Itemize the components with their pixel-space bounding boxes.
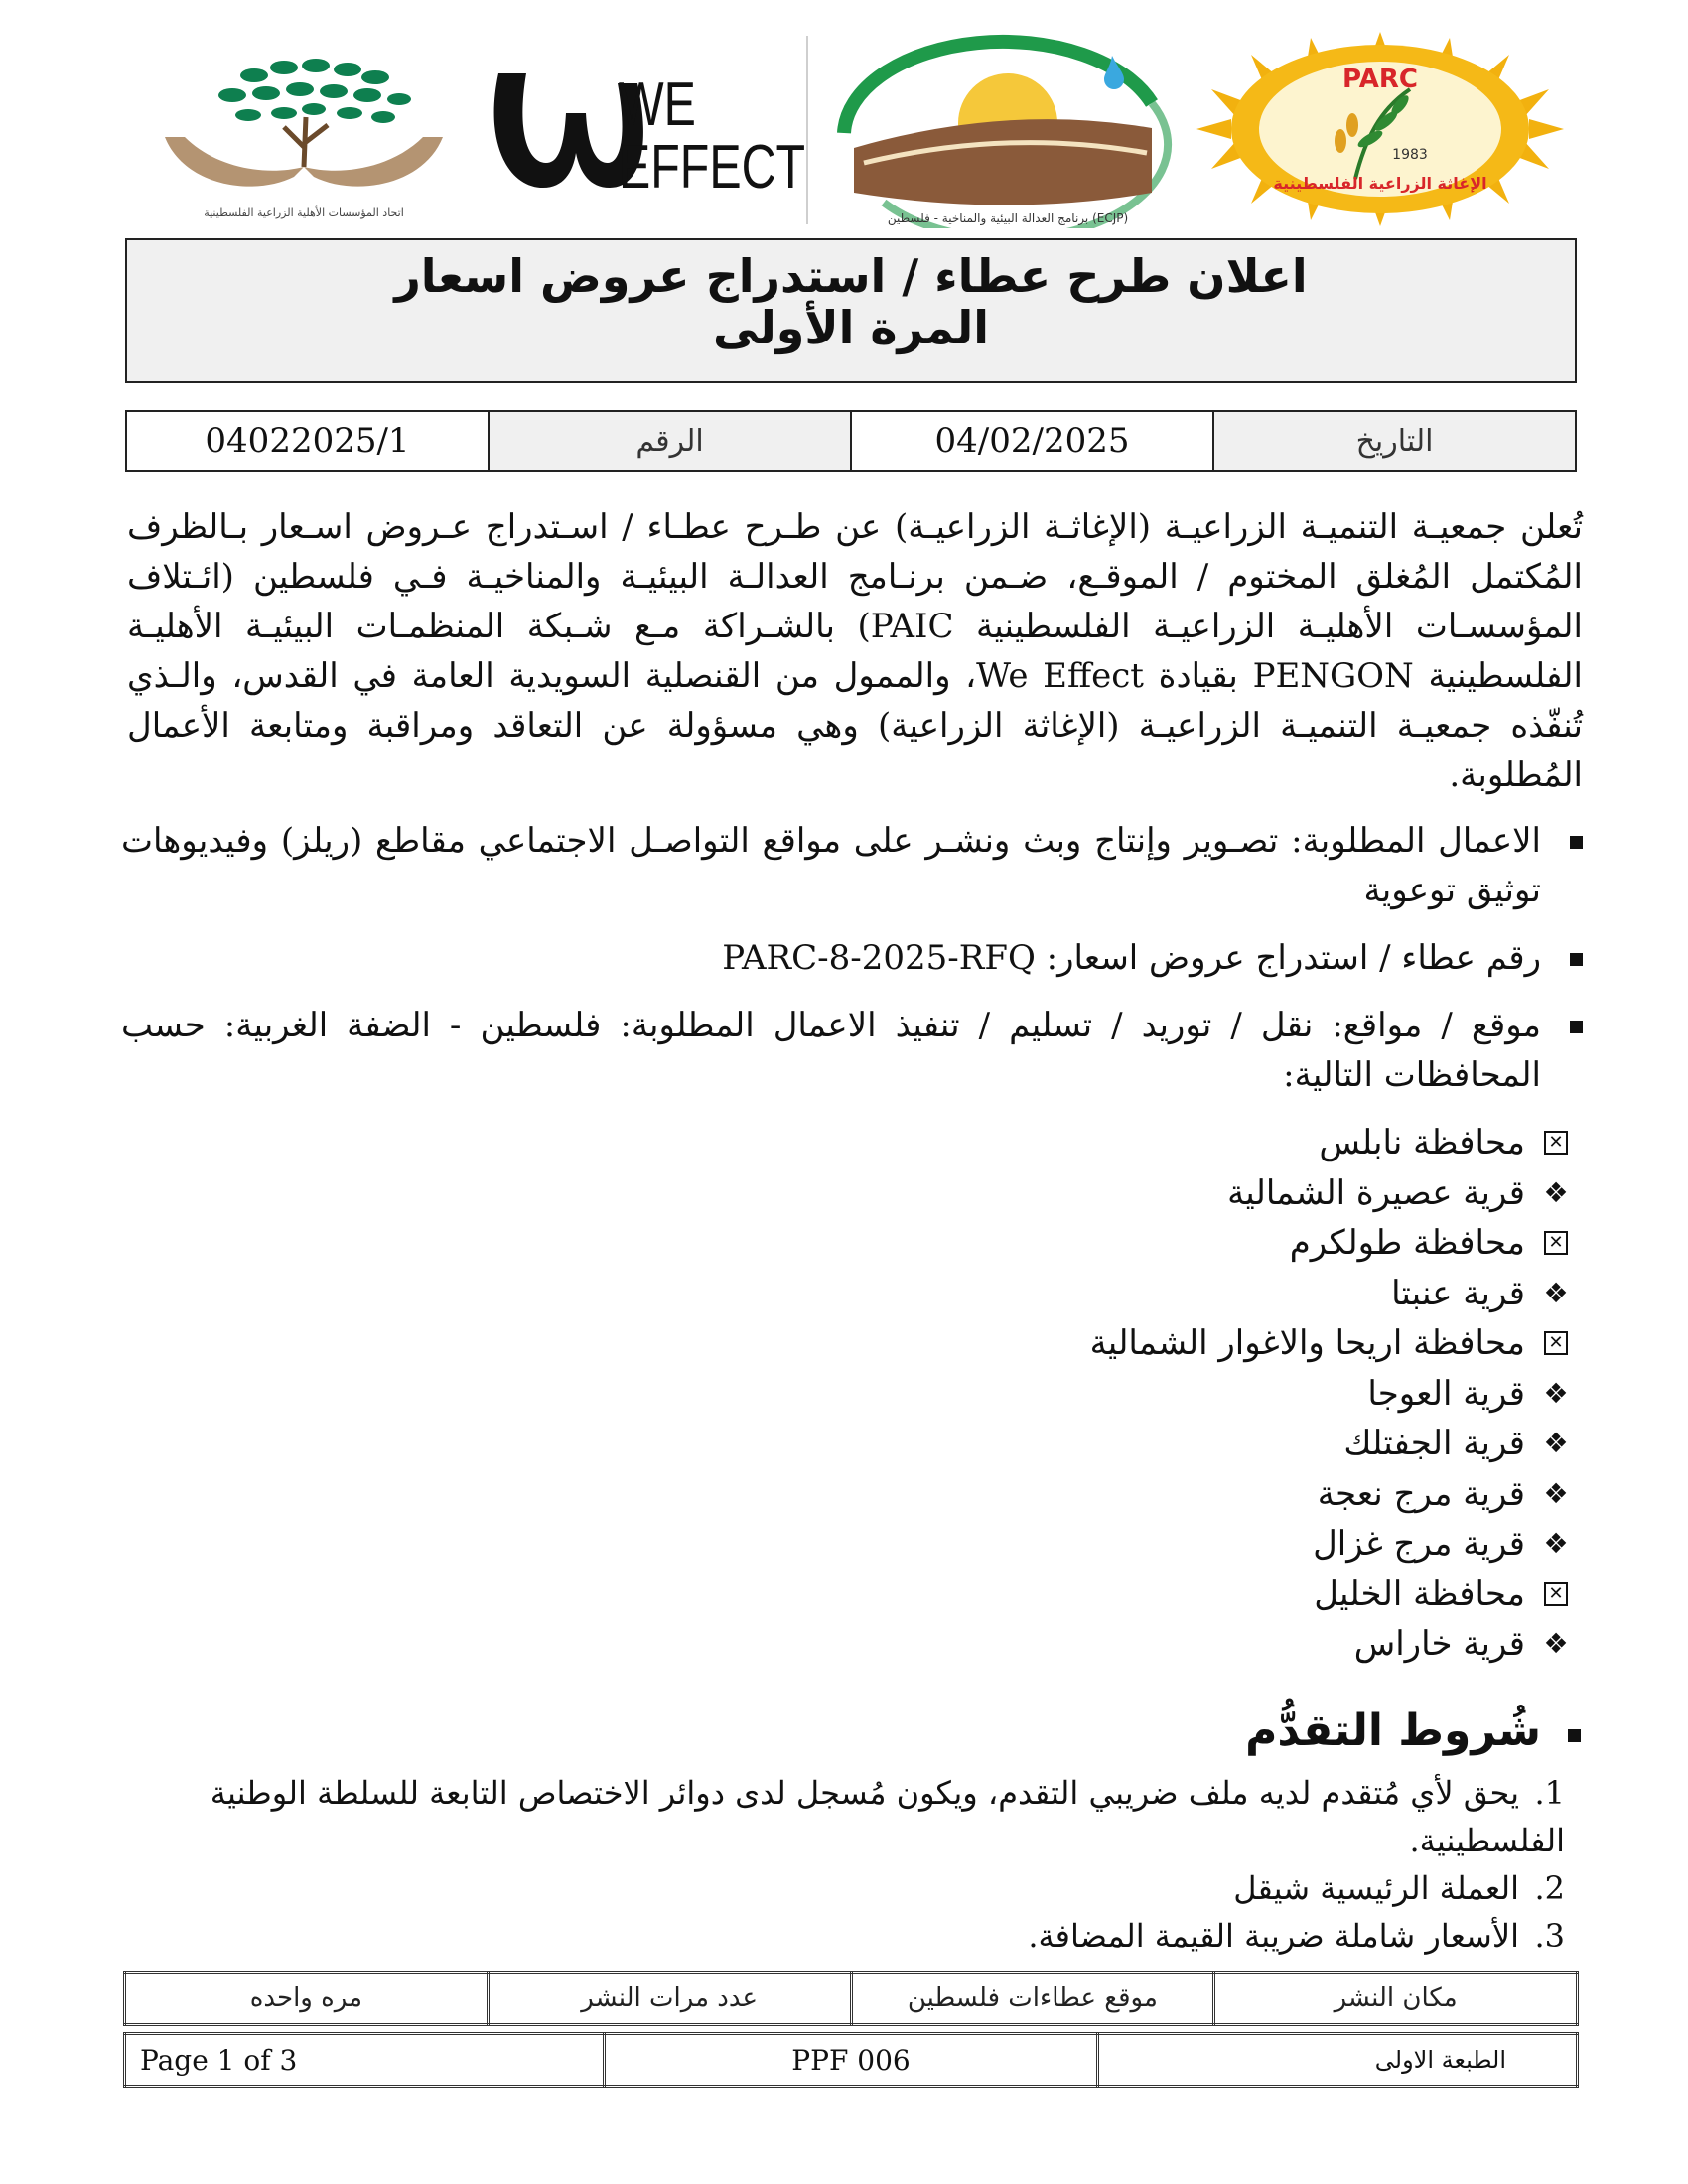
diamond-bullet-icon: ❖ xyxy=(1543,1175,1569,1209)
conditions-list xyxy=(121,1769,1589,1960)
square-bullet-icon xyxy=(1570,836,1583,849)
announcement-title-box xyxy=(125,238,1577,383)
required-works-item: الاعمال المطلوبة: تصـوير وإنتاج وبث ونشـر على مواقع التواصـل الاجتماعي مقاطع (ريلز) وفيديوهات توثيق توعوية xyxy=(121,816,1589,915)
tree-hands-logo xyxy=(145,48,463,226)
page-number: Page 1 of 3 xyxy=(125,2034,605,2087)
svg-text:WE: WE xyxy=(619,69,696,139)
village-item: ❖ قرية عنبتا xyxy=(121,1269,1571,1319)
village-item: ❖ قرية مرج نعجة xyxy=(121,1469,1571,1520)
logo-divider xyxy=(806,36,808,224)
svg-text:PARC: PARC xyxy=(1342,65,1418,94)
rfq-number-item xyxy=(121,933,1589,983)
date-number-table xyxy=(125,410,1577,472)
diamond-bullet-icon: ❖ xyxy=(1543,1276,1569,1309)
publication-place-label: مكان النشر xyxy=(1214,1973,1578,2025)
sun-field-logo xyxy=(824,34,1182,228)
village-item: ❖ قرية العوجا xyxy=(121,1369,1571,1420)
village-item: ❖ قرية عصيرة الشمالية xyxy=(121,1168,1571,1219)
checked-box-icon: ✕ xyxy=(1541,1579,1571,1609)
date-value: 04/02/2025 xyxy=(851,411,1213,471)
locations-list xyxy=(121,1118,1589,1670)
number-value: 04022025/1 xyxy=(126,411,489,471)
page-footer-table xyxy=(123,2032,1579,2088)
parc-sun-logo xyxy=(1192,30,1569,228)
publication-count-label: عدد مرات النشر xyxy=(488,1973,851,2025)
details-list xyxy=(121,816,1589,1100)
diamond-bullet-icon: ❖ xyxy=(1543,1627,1569,1661)
svg-text:برنامج العدالة البيئية والمناخ: برنامج العدالة البيئية والمناخية - فلسطين (ECJP) xyxy=(887,211,1129,225)
rfq-value: PARC-8-2025-RFQ xyxy=(722,938,1036,978)
governorate-item: ✕ محافظة اريحا والاغوار الشمالية xyxy=(121,1318,1571,1369)
governorate-item: ✕ محافظة نابلس xyxy=(121,1118,1571,1168)
logo-strip xyxy=(139,30,1569,228)
form-code: PPF 006 xyxy=(604,2034,1097,2087)
square-bullet-icon xyxy=(1570,1021,1583,1033)
date-label: التاريخ xyxy=(1213,411,1576,471)
rfq-label: رقم عطاء / استدراج عروض اسعار: xyxy=(1035,938,1541,978)
intro-paragraph: تُعلن جمعيـة التنميـة الزراعيـة (الإغاثـة الزراعيـة) عن طـرح عطـاء / اسـتدراج عـروض اسـعار بـالظرف المُكتمل المُغلق المختوم / الموقـع، ضـمن برنـامج العدالـة البيئيـة والمناخيـة فـي فلسطين (ائـتلاف المؤسسـات الأهليـة الزراعيـة الفلسطينية PAIC) بالشـراكة مـع شـبكة المنظمـات البيئيـة الأهليـة الفلسطينية PENGON بقيادة We Effect، والممول من القنصلية السويدية العامة في القدس، والـذي تُنفّذه جمعيـة التنميـة الزراعيـة (الإغاثة الزراعية) وهي مسؤولة عن التعاقد ومراقبة ومتابعة الأعمال المُطلوبة. xyxy=(127,507,1583,795)
village-item: ❖ قرية مرج غزال xyxy=(121,1519,1571,1570)
square-bullet-icon xyxy=(1570,953,1583,966)
svg-text:1983: 1983 xyxy=(1392,147,1428,163)
edition: الطبعة الاولى xyxy=(1098,2034,1578,2087)
governorate-item: ✕ محافظة الخليل xyxy=(121,1570,1571,1620)
conditions-heading: شُروط التقدُّم xyxy=(121,1704,1589,1759)
announcement-body xyxy=(121,502,1589,1960)
svg-text:الإغاثة الزراعية الفلسطينية: الإغاثة الزراعية الفلسطينية xyxy=(1273,174,1487,193)
diamond-bullet-icon: ❖ xyxy=(1543,1476,1569,1510)
checked-box-icon: ✕ xyxy=(1541,1328,1571,1358)
checked-box-icon: ✕ xyxy=(1541,1228,1571,1258)
svg-text:اتحاد المؤسسات الأهلية الزراعي: اتحاد المؤسسات الأهلية الزراعية الفلسطينية xyxy=(204,206,404,219)
location-item: موقع / مواقع: نقل / توريد / تسليم / تنفيذ الاعمال المطلوبة: فلسطين - الضفة الغربية: حسب المحافظات التالية: xyxy=(121,1001,1589,1100)
square-bullet-icon xyxy=(1568,1729,1581,1742)
condition-item: 2.العملة الرئيسية شيقل xyxy=(1233,1868,1565,1907)
we-effect-logo xyxy=(489,54,806,203)
governorate-item: ✕ محافظة طولكرم xyxy=(121,1218,1571,1269)
diamond-bullet-icon: ❖ xyxy=(1543,1376,1569,1410)
svg-text:EFFECT: EFFECT xyxy=(619,132,806,202)
condition-item: 3.الأسعار شاملة ضريبة القيمة المضافة. xyxy=(1028,1916,1565,1955)
checked-box-icon: ✕ xyxy=(1541,1128,1571,1158)
diamond-bullet-icon: ❖ xyxy=(1543,1527,1569,1561)
publication-table xyxy=(123,1971,1579,2026)
condition-item: 1.يحق لأي مُتقدم لديه ملف ضريبي التقدم، ويكون مُسجل لدى دوائر الاختصاص التابعة للسلطة الوطنية الفلسطينية. xyxy=(210,1773,1565,1859)
village-item: ❖ قرية خاراس xyxy=(121,1619,1571,1670)
diamond-bullet-icon: ❖ xyxy=(1543,1427,1569,1460)
village-item: ❖ قرية الجفتلك xyxy=(121,1419,1571,1469)
number-label: الرقم xyxy=(489,411,851,471)
announcement-subtitle: المرة الأولى xyxy=(712,301,990,354)
announcement-title: اعلان طرح عطاء / استدراج عروض اسعار xyxy=(394,249,1308,303)
publication-count-value: مره واحده xyxy=(125,1973,489,2025)
publication-place-value: موقع عطاءات فلسطين xyxy=(851,1973,1214,2025)
